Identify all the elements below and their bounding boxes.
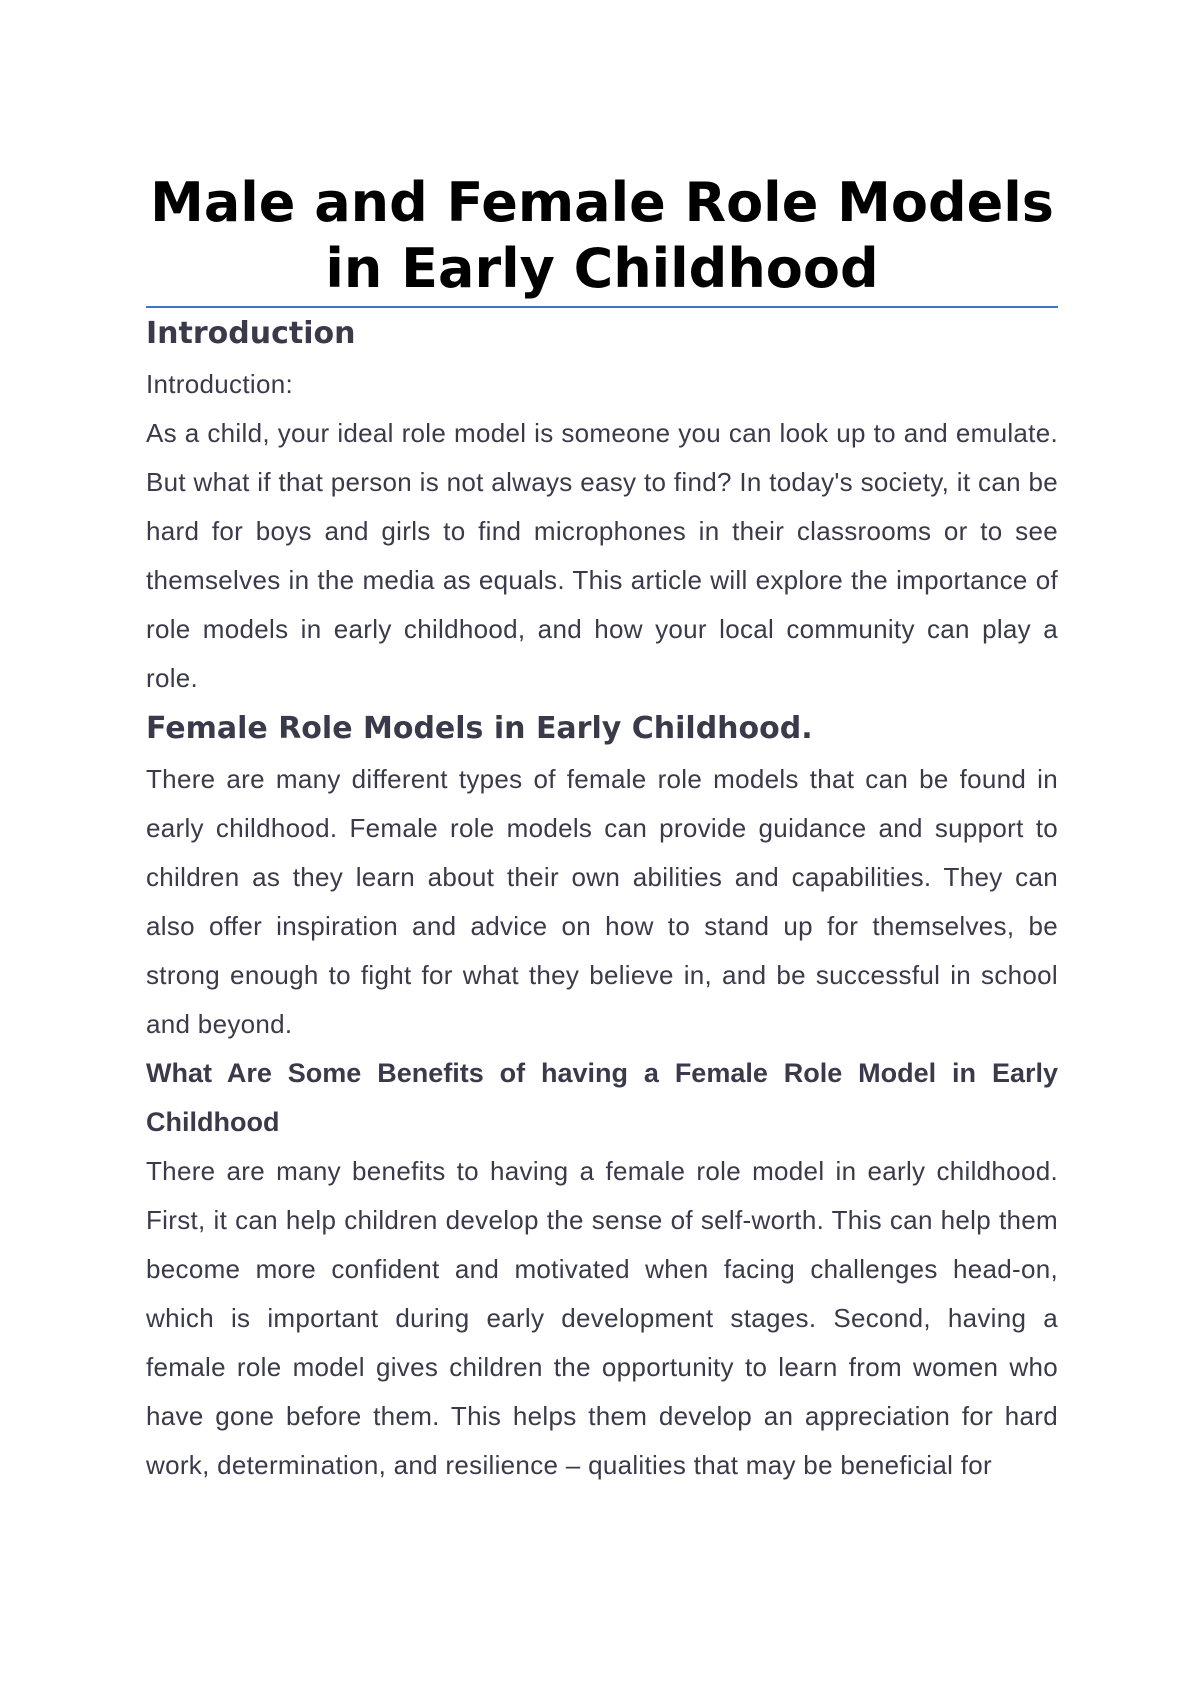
introduction-label: Introduction: <box>146 369 293 399</box>
section-heading-benefits: What Are Some Benefits of having a Female Role Model in Early Childhood <box>146 1058 1058 1137</box>
benefits-paragraph: There are many benefits to having a female role model in early childhood. First, it can help children develop the sense of self-worth. This can help them become more confident and motivated when facing challenges head-on, which is important during early development stages. Second, having a female role model gives children the opportunity to learn from women who have gone before them. This helps them develop an appreciation for hard work, determination, and resilience – qualities that may be beneficial for <box>146 1156 1058 1480</box>
section-heading-female-role-models: Female Role Models in Early Childhood. <box>146 711 813 746</box>
document-body <box>146 170 1058 1490</box>
section-heading-introduction: Introduction <box>146 316 356 351</box>
document-title: Male and Female Role Models in Early Childhood <box>146 170 1058 308</box>
female-role-models-paragraph: There are many different types of female role models that can be found in early childhood. Female role models can provide guidance and support to children as they learn about their own abilities and capabilities. They can also offer inspiration and advice on how to stand up for themselves, be strong enough to fight for what they believe in, and be successful in school and beyond. <box>146 764 1058 1039</box>
introduction-paragraph: As a child, your ideal role model is someone you can look up to and emulate. But what if that person is not always easy to find? In today's society, it can be hard for boys and girls to find microphones in their classrooms or to see themselves in the media as equals. This article will explore the importance of role models in early childhood, and how your local community can play a role. <box>146 418 1058 693</box>
